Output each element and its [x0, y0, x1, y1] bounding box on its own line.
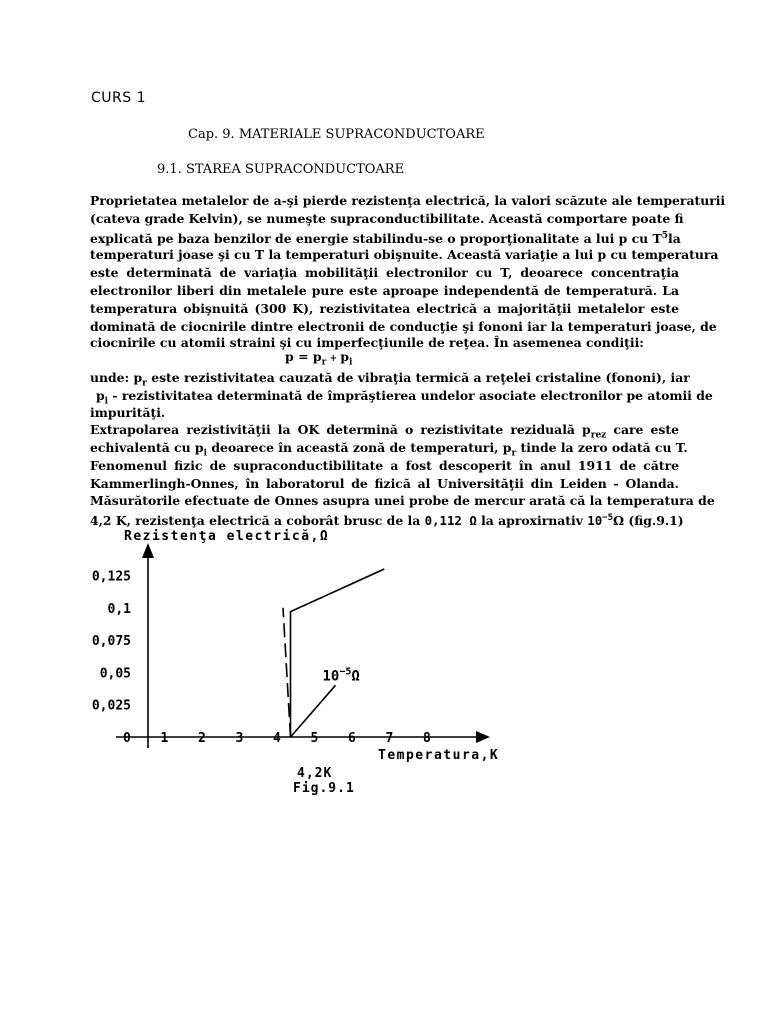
- line-text: unde: p: [90, 370, 143, 385]
- x-tick-label: 1: [160, 731, 169, 746]
- x-tick-label: 0: [123, 731, 131, 746]
- subscript: i: [348, 357, 353, 368]
- line-text: echivalentă cu p: [90, 440, 204, 455]
- figure-caption: Fig.9.1: [293, 781, 355, 796]
- series-lines: [283, 569, 384, 737]
- series-line-3: [291, 685, 336, 737]
- line-text: Ω: [613, 513, 625, 529]
- paragraph-line: temperatura obişnuită (300 K), rezistivitatea electrică a majorităţii metalelor este: [90, 301, 679, 316]
- y-tick-label: 0,025: [91, 698, 131, 714]
- series-line-2: [283, 608, 291, 737]
- x-tick-label: 4: [273, 731, 281, 746]
- paragraph-line: Kammerlingh-Onnes, în laboratorul de fizică al Universităţii din Leiden - Olanda.: [90, 476, 679, 491]
- annotation-label: $10^{-5}\Omega$: [322, 666, 360, 685]
- y-tick-label: 0,125: [91, 569, 131, 585]
- line-text: - rezistivitatea determinată de împrăştierea undelor asociate electronilor pe atomii de: [108, 388, 713, 403]
- line-text: 10: [587, 513, 603, 529]
- line-text: Extrapolarea rezistivităţii la OK determină o rezistivitate reziduală p: [90, 422, 591, 437]
- line-text: este rezistivitatea cauzată de vibraţia termică a reţelei cristaline (fononi), iar: [146, 370, 690, 385]
- series-line-1: [291, 569, 385, 737]
- formula-part: +: [326, 354, 341, 364]
- paragraph-line: Măsurătorile efectuate de Onnes asupra unei probe de mercur arată că la temperatura de: [90, 493, 715, 508]
- y-tick-label: 0,05: [99, 666, 131, 682]
- superscript: 5: [661, 231, 668, 241]
- paragraph-line: temperaturi joase şi cu T la temperaturi obişnuite. Această variaţie a lui p cu temperatura: [90, 247, 719, 262]
- paragraph-line: este determinată de variaţia mobilităţii electronilor cu T, deoarece concentraţia: [90, 265, 679, 280]
- axes: [116, 543, 490, 748]
- x-axis-arrow: [476, 731, 490, 743]
- resistance-temperature-chart: [0, 520, 768, 810]
- line-text: explicată pe baza benzilor de energie stabilindu-se o proporţionalitate a lui p cu T: [90, 231, 662, 247]
- section-title: 9.1. STAREA SUPRACONDUCTOARE: [157, 162, 405, 177]
- course-label: CURS 1: [91, 90, 146, 106]
- line-text: 0,112 Ω: [424, 513, 477, 529]
- y-axis-arrow: [142, 543, 154, 558]
- paragraph-line: [90, 228, 679, 247]
- subscript: rez: [590, 430, 607, 441]
- subscript: r: [321, 357, 327, 368]
- line-text: la: [668, 231, 681, 247]
- paragraph-line: dominată de ciocnirile dintre electronii de conducţie şi fononi iar la temperaturi joase, de: [90, 319, 717, 334]
- y-tick-label: 0,1: [107, 601, 131, 617]
- x-tick-label: 3: [235, 731, 244, 746]
- chapter-title: Cap. 9. MATERIALE SUPRACONDUCTOARE: [188, 127, 485, 142]
- x-tick-label: 6: [348, 731, 356, 746]
- x-axis-label: Temperatura,K: [378, 748, 500, 763]
- line-text: tinde la zero odată cu T.: [516, 440, 688, 455]
- x-tick-label: 5: [310, 731, 319, 746]
- line-text: p: [96, 388, 105, 403]
- paragraph-line: Proprietatea metalelor de a-şi pierde rezistenţa electrică, la valori scăzute ale temperaturii: [90, 193, 726, 208]
- chart-labels: [124, 529, 499, 796]
- formula: [285, 349, 352, 368]
- paragraph-line: electronilor liberi din metalele pure este aproape independentă de temperatură. La: [90, 283, 679, 298]
- paragraph-line: impurităţi.: [90, 405, 166, 420]
- superscript: −5: [602, 513, 613, 523]
- x-tick-label: 8: [423, 731, 431, 746]
- paragraph-line: ciocnirile cu atomii straini şi cu imperfecţiunile de reţea. În asemenea condiţii:: [90, 335, 644, 350]
- temperature-marker-label: 4,2K: [297, 766, 333, 781]
- y-axis-label: Rezistenţa electrică,Ω: [124, 529, 330, 544]
- paragraph-line: (cateva grade Kelvin), se numeşte supraconductibilitate. Această comportare poate fi: [90, 211, 684, 226]
- x-tick-label: 7: [385, 731, 394, 746]
- subscript: i: [203, 448, 207, 459]
- subscript: r: [511, 448, 517, 459]
- y-tick-label: 0,075: [91, 634, 131, 650]
- line-text: deoarece în această zonă de temperaturi, p: [207, 440, 512, 455]
- paragraph-line: Fenomenul fizic de supraconductibilitate a fost descoperit în anul 1911 de către: [90, 458, 679, 473]
- x-tick-label: 2: [198, 731, 206, 746]
- subscript: i: [104, 396, 109, 407]
- line-text: 4,2 K, rezistenţa electrică a coborât brusc de la: [90, 513, 425, 529]
- formula-part: p: [340, 349, 349, 364]
- line-text: la aproxirnativ: [476, 513, 588, 529]
- tick-labels: [92, 570, 431, 747]
- formula-part: p = p: [285, 349, 322, 364]
- line-text: care este: [606, 422, 680, 437]
- line-text: (fig.9.1): [624, 513, 684, 529]
- subscript: r: [142, 378, 147, 389]
